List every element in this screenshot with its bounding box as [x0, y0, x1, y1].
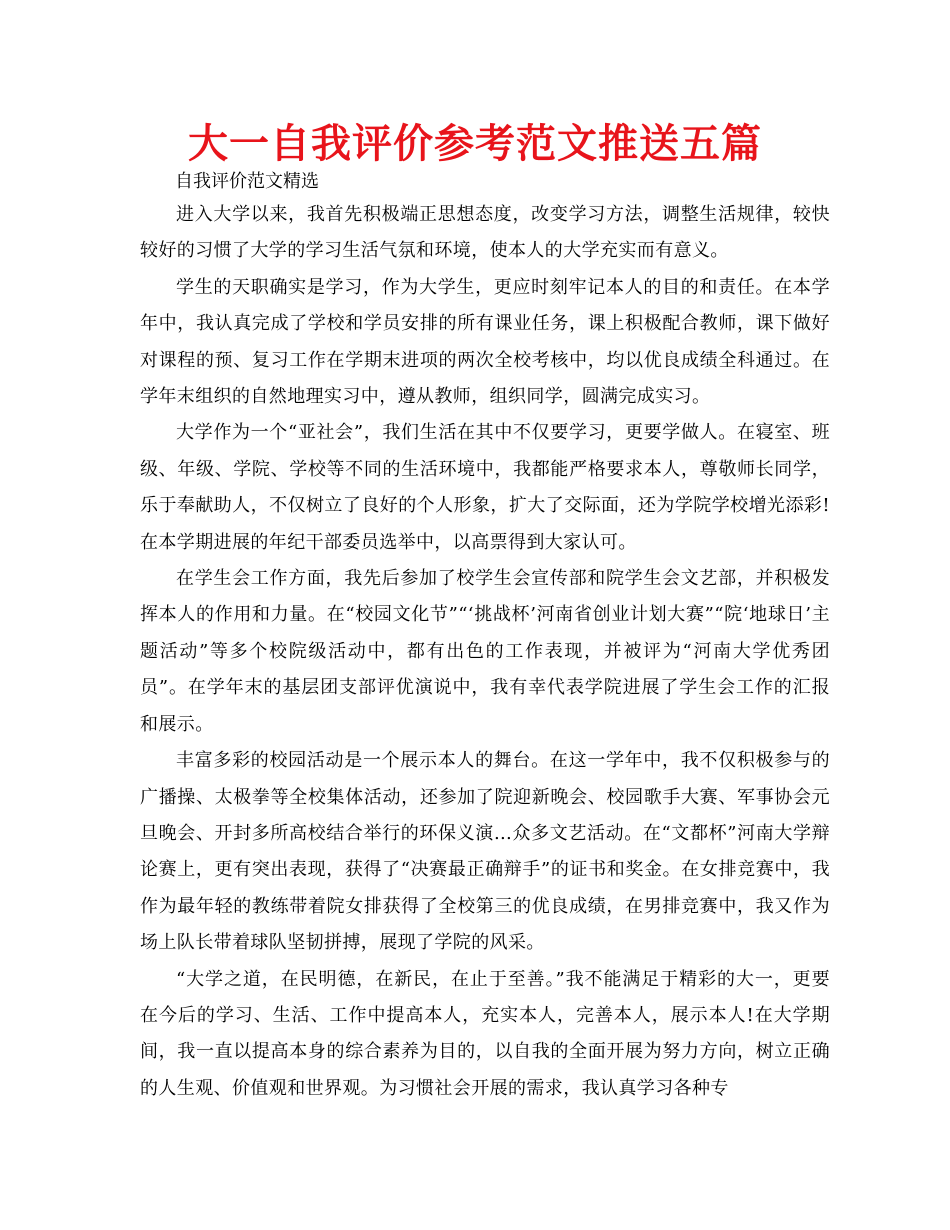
paragraph: 在学生会工作方面，我先后参加了校学生会宣传部和院学生会文艺部，并积极发挥本人的作用和力量。在“校园文化节”“‘挑战杯’河南省创业计划大赛”“院‘地球日’主题活动”等多个校院级活动中，都有出色的工作表现，并被评为“河南大学优秀团员”。在学年末的基层团支部评优演说中，我有幸代表学院进展了学生会工作的汇报和展示。 [140, 568, 830, 735]
document-subtitle: 自我评价范文精选 [175, 171, 319, 192]
document-body [140, 197, 830, 1107]
paragraph: 学生的天职确实是学习，作为大学生，更应时刻牢记本人的目的和责任。在本学年中，我认真完成了学校和学员安排的所有课业任务，课上积极配合教师，课下做好对课程的预、复习工作在学期末进项的两次全校考核中，均以优良成绩全科通过。在学年末组织的自然地理实习中，遵从教师，组织同学，圆满完成实习。 [140, 276, 830, 408]
paragraph: 进入大学以来，我首先积极端正思想态度，改变学习方法，调整生活规律，较快较好的习惯了大学的学习生活气氛和环境，使本人的大学充实而有意义。 [140, 204, 830, 262]
paragraph: 丰富多彩的校园活动是一个展示本人的舞台。在这一学年中，我不仅积极参与的广播操、太极拳等全校集体活动，还参加了院迎新晚会、校园歌手大赛、军事协会元旦晚会、开封多所高校结合举行的环保义演…众多文艺活动。在“文都杯”河南大学辩论赛上，更有突出表现，获得了“决赛最正确辩手”的证书和奖金。在女排竞赛中，我作为最年轻的教练带着院女排获得了全校第三的优良成绩，在男排竞赛中，我又作为场上队长带着球队坚韧拼搏，展现了学院的风采。 [140, 750, 830, 954]
paragraph: 大学作为一个“亚社会”，我们生活在其中不仅要学习，更要学做人。在寝室、班级、年级、学院、学校等不同的生活环境中，我都能严格要求本人，尊敬师长同学，乐于奉献助人，不仅树立了良好的个人形象，扩大了交际面，还为学院学校增光添彩!在本学期进展的年纪干部委员选举中，以高票得到大家认可。 [140, 422, 830, 553]
document-title: 大一自我评价参考范文推送五篇 [188, 121, 762, 167]
paragraph: “大学之道，在民明德，在新民，在止于至善。”我不能满足于精彩的大一，更要在今后的学习、生活、工作中提高本人，充实本人，完善本人，展示本人!在大学期间，我一直以提高本身的综合素养为目的，以自我的全面开展为努力方向，树立正确的人生观、价值观和世界观。为习惯社会开展的需求，我认真学习各种专 [140, 968, 830, 1099]
